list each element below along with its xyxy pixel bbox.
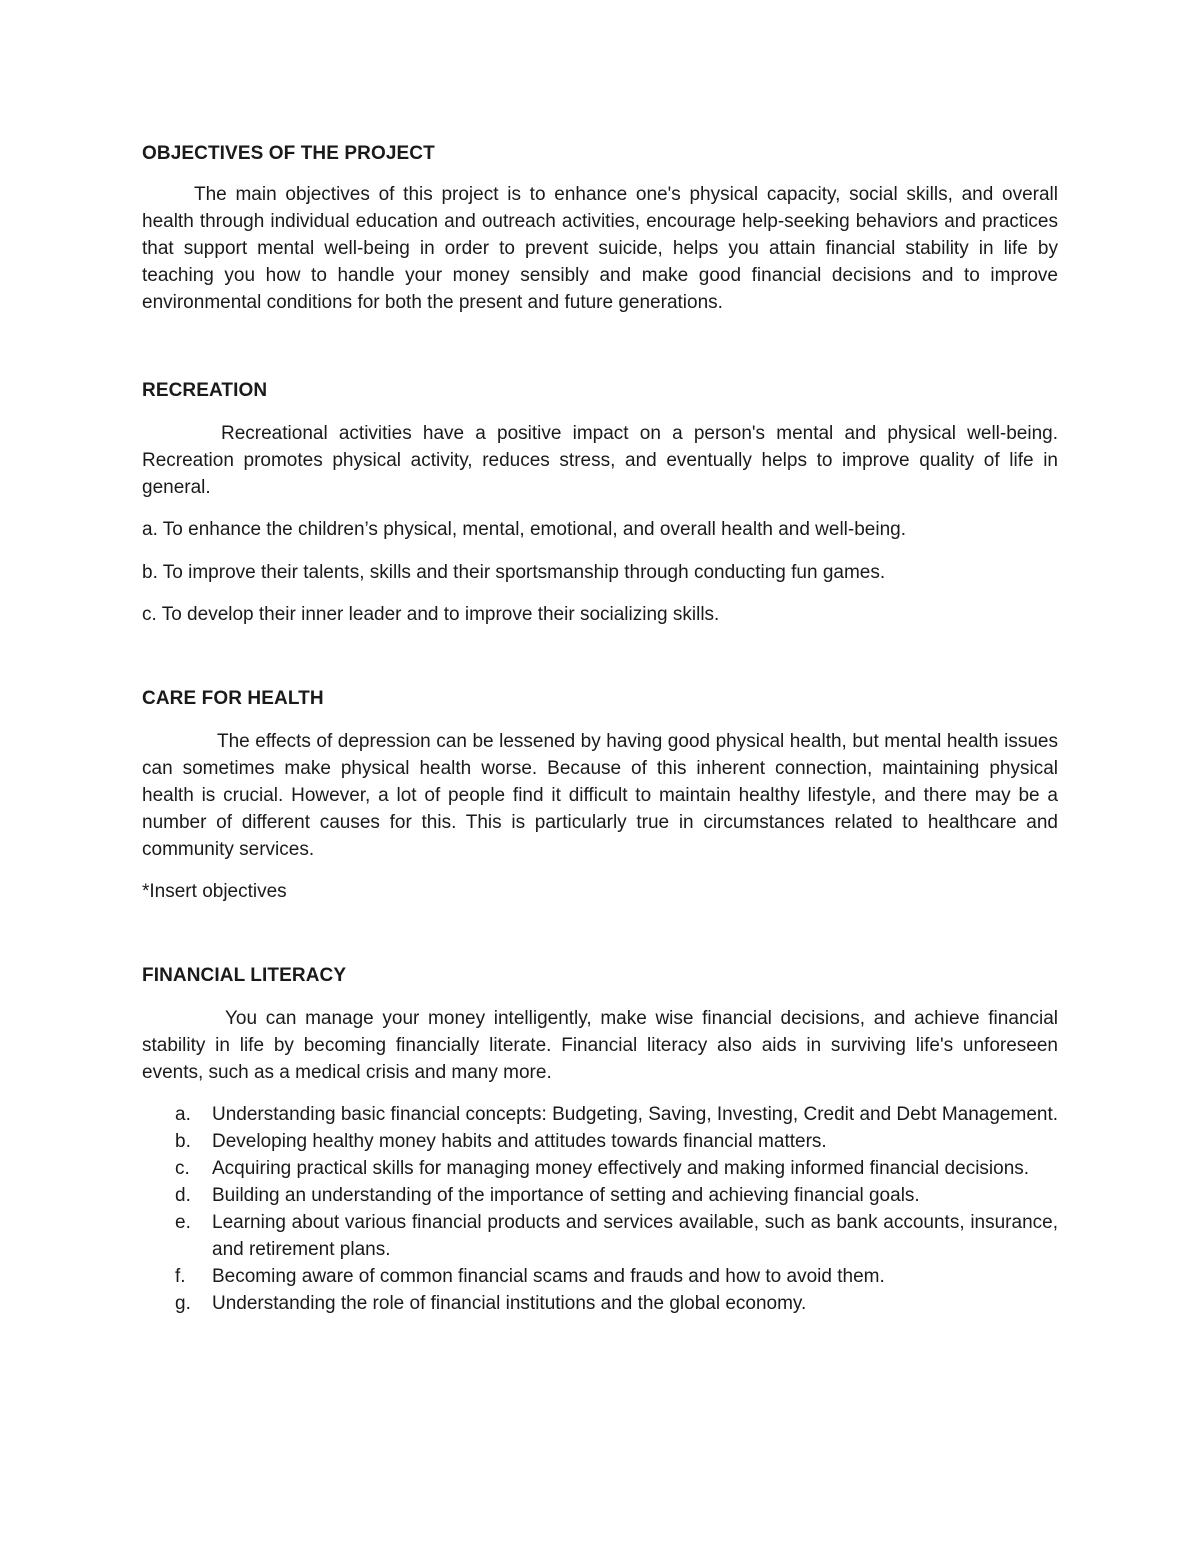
health-heading: CARE FOR HEALTH <box>142 688 324 709</box>
list-marker: b. <box>175 1131 191 1152</box>
recreation-item-b: b. To improve their talents, skills and their sportsmanship through conducting fun games. <box>142 562 886 583</box>
list-marker: c. <box>175 1158 190 1179</box>
list-item <box>142 1182 1058 1209</box>
list-item <box>142 1263 1058 1290</box>
list-item <box>142 1101 1058 1128</box>
list-item <box>142 1128 1058 1155</box>
recreation-item-a: a. To enhance the children’s physical, mental, emotional, and overall health and well-being. <box>142 519 906 540</box>
objectives-paragraph: The main objectives of this project is to enhance one's physical capacity, social skills, and overall health through individual education and outreach activities, encourage help-seeking behaviors and practices that support mental well-being in order to prevent suicide, helps you attain financial stability in life by teaching you how to handle your money sensibly and make good financial decisions and to improve environmental conditions for both the present and future generations. <box>142 184 1058 313</box>
list-item-text: Understanding basic financial concepts: Budgeting, Saving, Investing, Credit and Debt Management. <box>212 1104 1059 1125</box>
list-item-text: Understanding the role of financial institutions and the global economy. <box>212 1293 807 1314</box>
list-item-text: Developing healthy money habits and attitudes towards financial matters. <box>212 1131 827 1152</box>
recreation-item-c: c. To develop their inner leader and to improve their socializing skills. <box>142 604 720 625</box>
list-item <box>142 1209 1058 1263</box>
list-item <box>142 1155 1058 1182</box>
list-item-text: Learning about various financial products and services available, such as bank accounts, insurance, and retirement plans. <box>212 1212 1058 1260</box>
list-item <box>142 1290 1058 1317</box>
list-marker: a. <box>175 1104 191 1125</box>
recreation-heading: RECREATION <box>142 380 268 401</box>
health-note: *Insert objectives <box>142 881 287 902</box>
recreation-paragraph: Recreational activities have a positive impact on a person's mental and physical well-being. Recreation promotes physical activity, reduces stress, and eventually helps to improve quality of life in general. <box>142 423 1058 498</box>
document-page <box>142 140 1058 1317</box>
list-marker: g. <box>175 1293 191 1314</box>
objectives-heading: OBJECTIVES OF THE PROJECT <box>142 143 435 164</box>
financial-paragraph: You can manage your money intelligently, make wise financial decisions, and achieve financial stability in life by becoming financially literate. Financial literacy also aids in surviving life's unforeseen events, such as a medical crisis and many more. <box>142 1008 1058 1083</box>
financial-heading: FINANCIAL LITERACY <box>142 965 347 986</box>
list-marker: f. <box>175 1266 186 1287</box>
list-marker: d. <box>175 1185 191 1206</box>
financial-objectives-list <box>142 1101 1058 1317</box>
health-paragraph: The effects of depression can be lessened by having good physical health, but mental health issues can sometimes make physical health worse. Because of this inherent connection, maintaining physical health is crucial. However, a lot of people find it difficult to maintain healthy lifestyle, and there may be a number of different causes for this. This is particularly true in circumstances related to healthcare and community services. <box>142 731 1058 860</box>
list-item-text: Building an understanding of the importance of setting and achieving financial goals. <box>212 1185 920 1206</box>
list-marker: e. <box>175 1212 191 1233</box>
list-item-text: Becoming aware of common financial scams and frauds and how to avoid them. <box>212 1266 885 1287</box>
list-item-text: Acquiring practical skills for managing money effectively and making informed financial decisions. <box>212 1158 1030 1179</box>
